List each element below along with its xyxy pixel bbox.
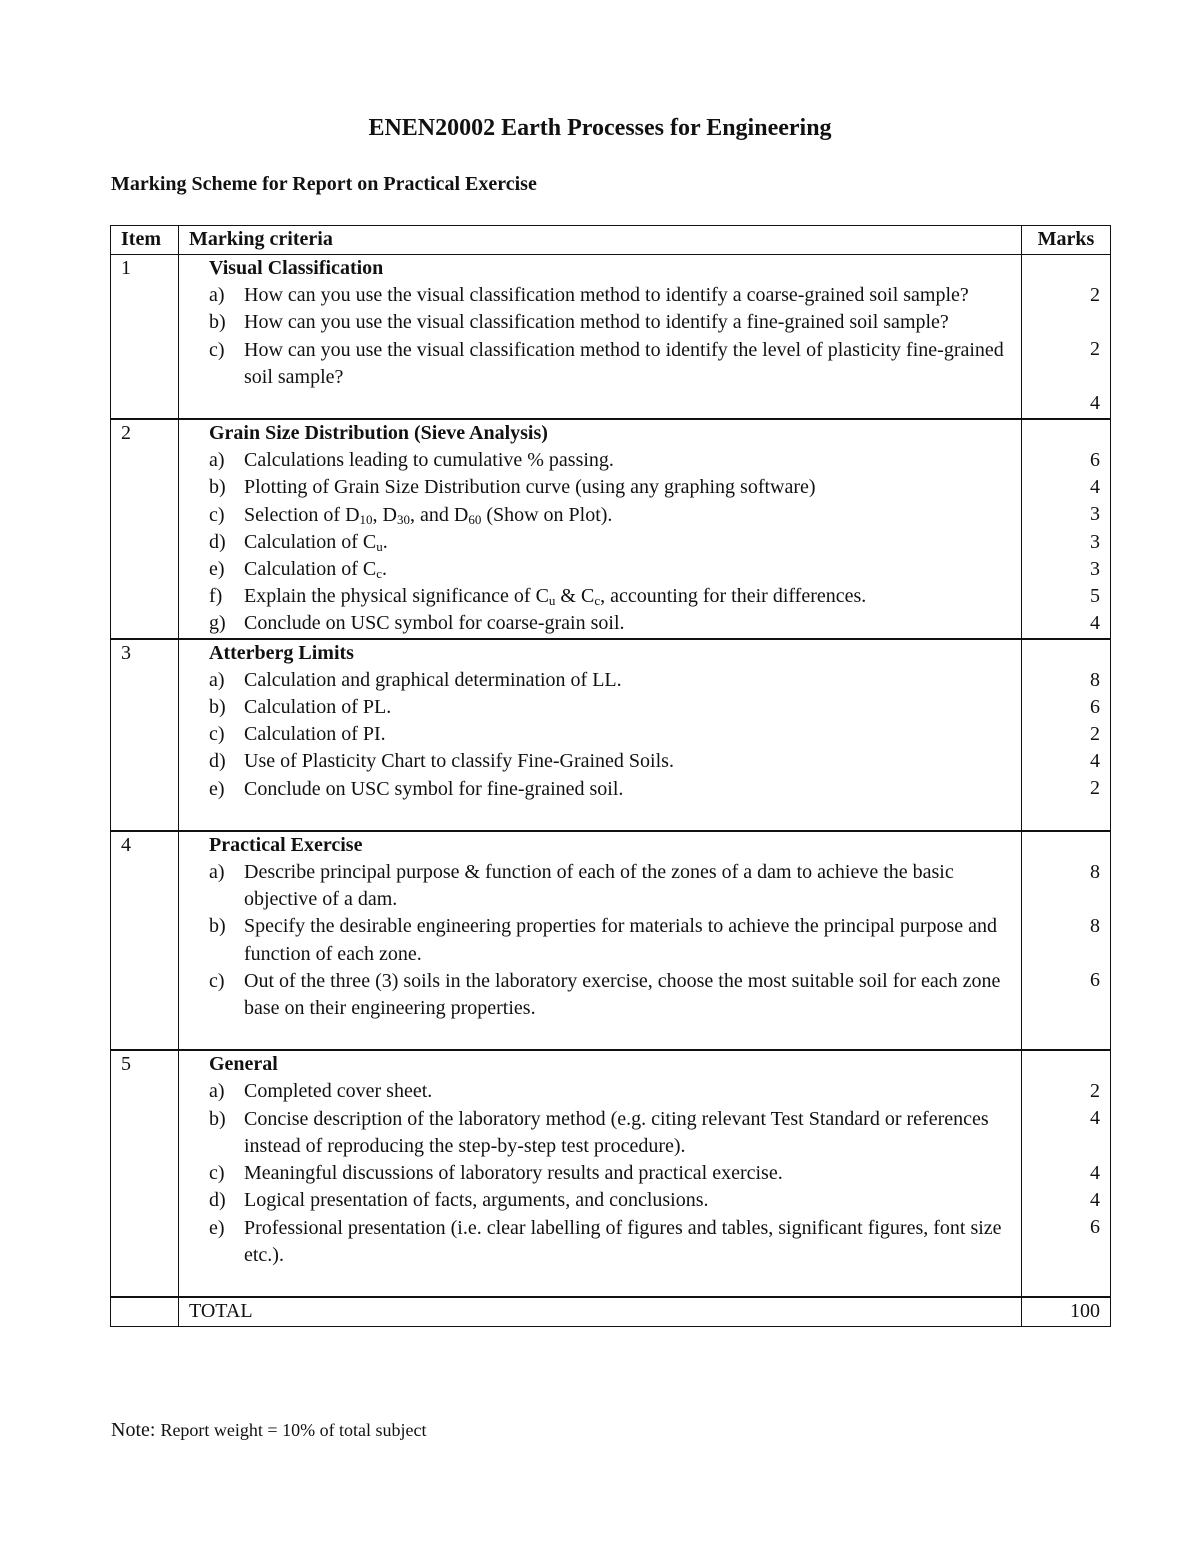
criterion-text: Conclude on USC symbol for fine-grained soil. bbox=[244, 777, 624, 800]
section-marks bbox=[1022, 255, 1111, 420]
criterion-text: Calculation of $C_u$. bbox=[244, 530, 388, 554]
criterion-text: Calculations leading to cumulative % passing. bbox=[244, 449, 614, 472]
section-title: Atterberg Limits bbox=[209, 641, 354, 664]
document-title: ENEN20002 Earth Processes for Engineering bbox=[368, 115, 832, 141]
criterion-label: b) bbox=[209, 915, 226, 938]
criterion-label: a) bbox=[209, 668, 225, 691]
criterion-label: b) bbox=[209, 1107, 226, 1130]
criterion bbox=[189, 309, 1013, 336]
criterion-label: b) bbox=[209, 476, 226, 499]
criterion-marks: 4 bbox=[1090, 750, 1100, 773]
criterion bbox=[189, 748, 1013, 775]
criterion-marks: 4 bbox=[1090, 1107, 1100, 1130]
total-row bbox=[111, 1297, 1111, 1327]
section-marks bbox=[1022, 419, 1111, 639]
criterion-marks: 2 bbox=[1090, 777, 1100, 800]
criterion-label: c) bbox=[209, 969, 225, 992]
criterion-text: Concise description of the laboratory method (e.g. citing relevant Test Standard or references instead of reproducing the step-by-step test procedure). bbox=[244, 1107, 989, 1157]
criterion bbox=[189, 583, 1013, 610]
section-criteria bbox=[179, 639, 1022, 831]
document-subtitle: Marking Scheme for Report on Practical Exercise bbox=[111, 173, 537, 195]
criterion-label: b) bbox=[209, 311, 226, 334]
section-item-number: 4 bbox=[111, 831, 179, 1050]
section-marks bbox=[1022, 639, 1111, 831]
criterion bbox=[189, 1160, 1013, 1187]
criterion-marks: 4 bbox=[1090, 1188, 1100, 1211]
criterion-marks: 4 bbox=[1090, 392, 1100, 415]
section-criteria bbox=[179, 255, 1022, 420]
section-marks bbox=[1022, 1050, 1111, 1297]
criterion-text: Conclude on USC symbol for coarse-grain soil. bbox=[244, 612, 625, 635]
section-criteria bbox=[179, 1050, 1022, 1297]
criterion-text: How can you use the visual classification method to identify a fine-grained soil sample? bbox=[244, 311, 949, 334]
criterion bbox=[189, 721, 1013, 748]
criterion-label: a) bbox=[209, 449, 225, 472]
criterion-text: Calculation of $C_c$. bbox=[244, 558, 387, 582]
section-criteria bbox=[179, 831, 1022, 1050]
criterion-marks: 8 bbox=[1090, 915, 1100, 938]
total-marks: 100 bbox=[1022, 1297, 1111, 1327]
criterion bbox=[189, 610, 1013, 637]
criterion-label: b) bbox=[209, 696, 226, 719]
criterion bbox=[189, 502, 1013, 529]
section-item-number: 5 bbox=[111, 1050, 179, 1297]
section-title: Practical Exercise bbox=[209, 833, 363, 856]
section-row-4 bbox=[111, 831, 1111, 1050]
criterion-text: Completed cover sheet. bbox=[244, 1080, 433, 1103]
criterion-text: Calculation of PI. bbox=[244, 723, 386, 746]
criterion-marks: 2 bbox=[1090, 723, 1100, 746]
criterion-marks: 8 bbox=[1090, 860, 1100, 883]
criterion-label: d) bbox=[209, 530, 226, 553]
criterion bbox=[189, 1187, 1013, 1214]
note-prefix: Note: bbox=[111, 1419, 156, 1441]
criterion bbox=[189, 556, 1013, 583]
criterion-text: Logical presentation of facts, arguments, and conclusions. bbox=[244, 1189, 709, 1212]
section-item-number: 2 bbox=[111, 419, 179, 639]
section-row-3 bbox=[111, 639, 1111, 831]
criterion-text: How can you use the visual classification method to identify the level of plasticity fine-grained soil sample? bbox=[244, 338, 1004, 388]
criterion-label: c) bbox=[209, 338, 225, 361]
criterion-text: Explain the physical significance of $C_u$ & $C_c$, accounting for their differences. bbox=[244, 585, 867, 609]
total-label: TOTAL bbox=[179, 1297, 1022, 1327]
criterion bbox=[189, 776, 1013, 803]
section-row-2 bbox=[111, 419, 1111, 639]
criterion-marks: 3 bbox=[1090, 557, 1100, 580]
criterion bbox=[189, 1106, 1013, 1160]
criterion bbox=[189, 1215, 1013, 1269]
section-row-5 bbox=[111, 1050, 1111, 1297]
criterion-label: c) bbox=[209, 503, 225, 526]
criterion-text: Out of the three (3) soils in the laboratory exercise, choose the most suitable soil for each zone base on their engineering properties. bbox=[244, 969, 1001, 1020]
criterion-text: Selection of $D_{10}$, $D_{30}$, and $D_{60}$ (Show on Plot). bbox=[244, 503, 613, 527]
section-marks bbox=[1022, 831, 1111, 1050]
criterion-marks: 6 bbox=[1090, 449, 1100, 472]
criterion bbox=[189, 968, 1013, 1022]
criterion-text: Meaningful discussions of laboratory results and practical exercise. bbox=[244, 1162, 783, 1185]
marking-scheme-table bbox=[110, 225, 1111, 1327]
criterion-text: Specify the desirable engineering properties for materials to achieve the principal purpose and function of each zone. bbox=[244, 915, 998, 965]
criterion-text: Use of Plasticity Chart to classify Fine-Grained Soils. bbox=[244, 750, 674, 773]
header-criteria: Marking criteria bbox=[179, 226, 1022, 255]
criterion-label: a) bbox=[209, 284, 225, 307]
criterion bbox=[189, 1078, 1013, 1105]
criterion-text: Describe principal purpose & function of each of the zones of a dam to achieve the basic objective of a dam. bbox=[244, 861, 954, 911]
criterion-label: d) bbox=[209, 1189, 226, 1212]
criterion bbox=[189, 529, 1013, 556]
criterion-label: f) bbox=[209, 585, 223, 608]
criterion-marks: 5 bbox=[1090, 585, 1100, 608]
table-header-row bbox=[111, 226, 1111, 255]
criterion-marks: 2 bbox=[1090, 338, 1100, 361]
total-item-cell bbox=[111, 1297, 179, 1327]
criterion-label: c) bbox=[209, 1162, 225, 1185]
criterion-marks: 4 bbox=[1090, 612, 1100, 635]
section-title: Visual Classification bbox=[209, 257, 384, 279]
criterion-text: Calculation and graphical determination of LL. bbox=[244, 668, 622, 691]
criterion-marks: 6 bbox=[1090, 695, 1100, 718]
section-title: Grain Size Distribution (Sieve Analysis) bbox=[209, 422, 548, 445]
criterion-label: e) bbox=[209, 558, 225, 581]
header-item: Item bbox=[111, 226, 179, 255]
criterion-marks: 2 bbox=[1090, 284, 1100, 306]
criterion-marks: 4 bbox=[1090, 476, 1100, 499]
criterion-label: g) bbox=[209, 612, 226, 635]
criterion-text: How can you use the visual classification method to identify a coarse-grained soil sample? bbox=[244, 284, 969, 307]
section-title: General bbox=[209, 1053, 278, 1076]
criterion bbox=[189, 282, 1013, 309]
section-row-1 bbox=[111, 255, 1111, 420]
footnote bbox=[111, 1416, 427, 1444]
criterion bbox=[189, 694, 1013, 721]
criterion-label: e) bbox=[209, 1216, 225, 1239]
criterion-label: a) bbox=[209, 1080, 225, 1103]
criterion-marks: 6 bbox=[1090, 969, 1100, 992]
note-text: Report weight = 10% of total subject bbox=[160, 1420, 427, 1440]
criterion-text: Plotting of Grain Size Distribution curve (using any graphing software) bbox=[244, 476, 816, 499]
criterion-marks: 2 bbox=[1090, 1080, 1100, 1103]
criterion-marks: 4 bbox=[1090, 1161, 1100, 1184]
criterion-marks: 3 bbox=[1090, 503, 1100, 526]
criterion-marks: 6 bbox=[1090, 1216, 1100, 1239]
criterion bbox=[189, 913, 1013, 967]
criterion bbox=[189, 337, 1013, 391]
criterion-label: e) bbox=[209, 777, 225, 800]
criterion-marks: 3 bbox=[1090, 530, 1100, 553]
criterion-text: Professional presentation (i.e. clear labelling of figures and tables, significant figures, font size etc.). bbox=[244, 1216, 1002, 1266]
section-item-number: 1 bbox=[111, 255, 179, 420]
section-criteria bbox=[179, 419, 1022, 639]
criterion-marks: 8 bbox=[1090, 668, 1100, 691]
criterion bbox=[189, 859, 1013, 913]
criterion bbox=[189, 447, 1013, 474]
section-item-number: 3 bbox=[111, 639, 179, 831]
criterion-label: a) bbox=[209, 861, 225, 884]
criterion-text: Calculation of PL. bbox=[244, 696, 392, 719]
criterion-label: d) bbox=[209, 750, 226, 773]
criterion-label: c) bbox=[209, 723, 225, 746]
header-marks: Marks bbox=[1022, 226, 1111, 255]
criterion bbox=[189, 474, 1013, 501]
criterion bbox=[189, 667, 1013, 694]
